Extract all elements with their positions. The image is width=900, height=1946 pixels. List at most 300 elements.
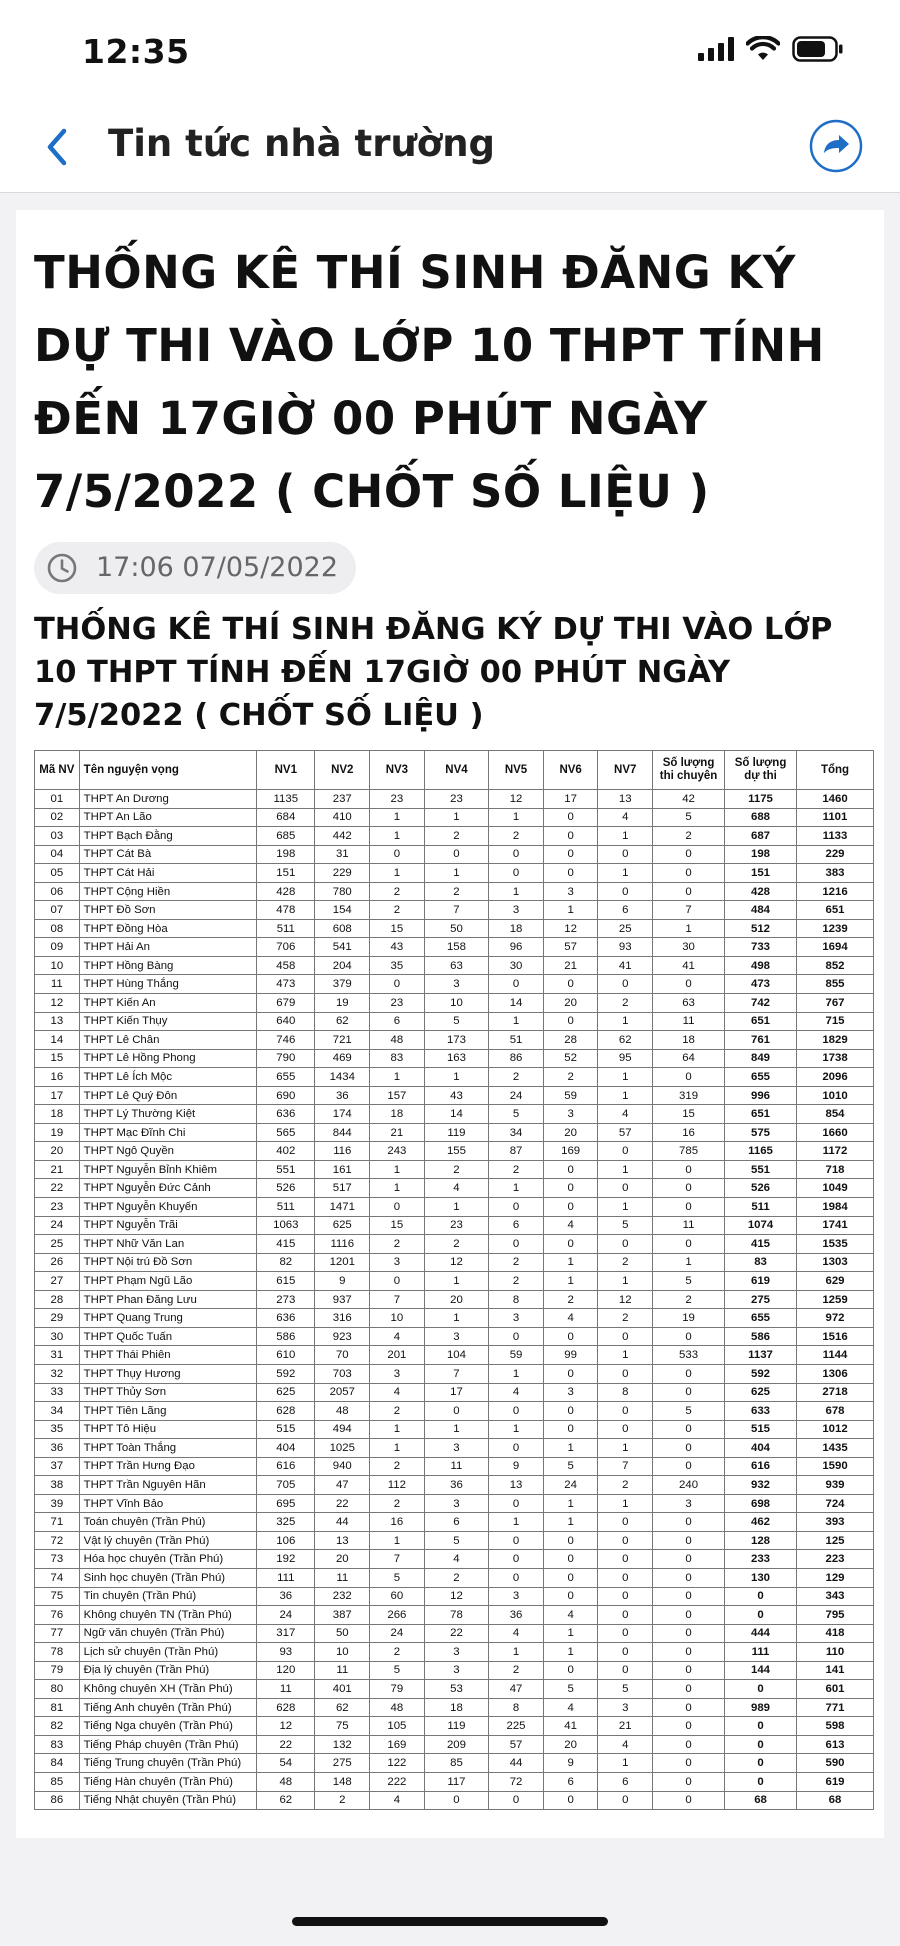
- cell-nv4: 1: [424, 1420, 489, 1439]
- cell-code: 26: [35, 1253, 80, 1272]
- cell-code: 22: [35, 1179, 80, 1198]
- cell-specialized-count: 0: [653, 1383, 725, 1402]
- cell-nv1: 551: [257, 1160, 315, 1179]
- cell-specialized-count: 0: [653, 1327, 725, 1346]
- cell-nv4: 17: [424, 1383, 489, 1402]
- cell-nv3: 60: [370, 1587, 425, 1606]
- cell-nv1: 120: [257, 1661, 315, 1680]
- cell-candidate-count: 989: [725, 1698, 797, 1717]
- table-row: [35, 1327, 874, 1346]
- cell-nv6: 0: [543, 1179, 598, 1198]
- cell-candidate-count: 849: [725, 1049, 797, 1068]
- cell-nv6: 2: [543, 1290, 598, 1309]
- cell-code: 73: [35, 1550, 80, 1569]
- cell-name: THPT Vĩnh Bảo: [79, 1494, 256, 1513]
- cell-nv3: 3: [370, 1253, 425, 1272]
- cell-nv5: 2: [489, 827, 544, 846]
- cell-total: 1306: [797, 1364, 874, 1383]
- cell-nv1: 684: [257, 808, 315, 827]
- cell-nv4: 50: [424, 919, 489, 938]
- cell-nv2: 161: [315, 1160, 370, 1179]
- cell-name: Toán chuyên (Trần Phú): [79, 1513, 256, 1532]
- cell-specialized-count: 785: [653, 1142, 725, 1161]
- cell-candidate-count: 742: [725, 994, 797, 1013]
- cell-total: 1984: [797, 1198, 874, 1217]
- cell-nv5: 34: [489, 1123, 544, 1142]
- cell-nv2: 204: [315, 956, 370, 975]
- cell-nv5: 51: [489, 1031, 544, 1050]
- cell-nv7: 13: [598, 790, 653, 809]
- cell-nv2: 387: [315, 1606, 370, 1625]
- cell-specialized-count: 0: [653, 1587, 725, 1606]
- table-row: [35, 1216, 874, 1235]
- cell-code: 81: [35, 1698, 80, 1717]
- cell-nv1: 565: [257, 1123, 315, 1142]
- cell-name: THPT Thụy Hương: [79, 1364, 256, 1383]
- cell-nv3: 201: [370, 1346, 425, 1365]
- cell-nv1: 428: [257, 882, 315, 901]
- cell-nv1: 690: [257, 1086, 315, 1105]
- table-row: [35, 1494, 874, 1513]
- cell-nv2: 517: [315, 1179, 370, 1198]
- cell-specialized-count: 0: [653, 1550, 725, 1569]
- cell-nv3: 48: [370, 1698, 425, 1717]
- cell-candidate-count: 655: [725, 1068, 797, 1087]
- cell-nv7: 93: [598, 938, 653, 957]
- cell-nv2: 2057: [315, 1383, 370, 1402]
- cell-nv6: 6: [543, 1772, 598, 1791]
- cell-nv5: 18: [489, 919, 544, 938]
- cell-nv5: 1: [489, 1364, 544, 1383]
- cell-nv3: 10: [370, 1309, 425, 1328]
- cell-nv7: 0: [598, 1402, 653, 1421]
- cell-name: THPT Cát Bà: [79, 845, 256, 864]
- cell-nv5: 0: [489, 1198, 544, 1217]
- cell-nv5: 2: [489, 1160, 544, 1179]
- column-header: Số lượng thi chuyên: [653, 751, 725, 790]
- table-row: [35, 1772, 874, 1791]
- column-header: NV3: [370, 751, 425, 790]
- cell-candidate-count: 688: [725, 808, 797, 827]
- column-header: NV2: [315, 751, 370, 790]
- cell-code: 03: [35, 827, 80, 846]
- cell-total: 1012: [797, 1420, 874, 1439]
- cell-name: THPT Trần Nguyên Hãn: [79, 1476, 256, 1495]
- cell-total: 141: [797, 1661, 874, 1680]
- cell-nv3: 1: [370, 1420, 425, 1439]
- cell-nv2: 1025: [315, 1439, 370, 1458]
- cell-candidate-count: 83: [725, 1253, 797, 1272]
- cell-nv7: 4: [598, 808, 653, 827]
- cell-nv6: 20: [543, 994, 598, 1013]
- cell-code: 19: [35, 1123, 80, 1142]
- cell-nv7: 62: [598, 1031, 653, 1050]
- cell-nv5: 3: [489, 1309, 544, 1328]
- table-row: [35, 1272, 874, 1291]
- cell-nv2: 31: [315, 845, 370, 864]
- cell-candidate-count: 616: [725, 1457, 797, 1476]
- cell-nv6: 0: [543, 1568, 598, 1587]
- cell-specialized-count: 15: [653, 1105, 725, 1124]
- cell-specialized-count: 0: [653, 975, 725, 994]
- cell-nv1: 636: [257, 1309, 315, 1328]
- cell-nv4: 43: [424, 1086, 489, 1105]
- cell-nv1: 404: [257, 1439, 315, 1458]
- cell-total: 1239: [797, 919, 874, 938]
- cell-code: 01: [35, 790, 80, 809]
- cell-specialized-count: 2: [653, 827, 725, 846]
- cell-nv4: 78: [424, 1606, 489, 1625]
- cell-nv4: 7: [424, 901, 489, 920]
- cell-nv7: 1: [598, 1160, 653, 1179]
- cell-nv1: 415: [257, 1235, 315, 1254]
- cell-nv4: 163: [424, 1049, 489, 1068]
- cell-name: THPT Hồng Bàng: [79, 956, 256, 975]
- table-row: [35, 1568, 874, 1587]
- cell-nv2: 10: [315, 1643, 370, 1662]
- cell-nv6: 1: [543, 1253, 598, 1272]
- cell-specialized-count: 0: [653, 1235, 725, 1254]
- cell-nv3: 3: [370, 1364, 425, 1383]
- table-row: [35, 1680, 874, 1699]
- cell-nv5: 0: [489, 1791, 544, 1810]
- cell-nv6: 169: [543, 1142, 598, 1161]
- cell-nv5: 13: [489, 1476, 544, 1495]
- cell-nv2: 48: [315, 1402, 370, 1421]
- table-row: [35, 845, 874, 864]
- cell-name: THPT An Dương: [79, 790, 256, 809]
- cell-nv3: 16: [370, 1513, 425, 1532]
- cell-nv3: 0: [370, 1198, 425, 1217]
- cell-code: 36: [35, 1439, 80, 1458]
- cell-specialized-count: 11: [653, 1012, 725, 1031]
- cell-candidate-count: 761: [725, 1031, 797, 1050]
- cell-name: THPT Hải An: [79, 938, 256, 957]
- statistics-table-image: [34, 750, 874, 1810]
- cell-total: 619: [797, 1772, 874, 1791]
- cell-nv3: 1: [370, 1439, 425, 1458]
- cell-specialized-count: 0: [653, 1680, 725, 1699]
- cell-total: 767: [797, 994, 874, 1013]
- article-subtitle: THỐNG KÊ THÍ SINH ĐĂNG KÝ DỰ THI VÀO LỚP 10 THPT TÍNH ĐẾN 17GIỜ 00 PHÚT NGÀY 7/5/2022 ( CHỐT SỐ LIỆU ): [34, 612, 833, 733]
- cell-nv7: 0: [598, 1606, 653, 1625]
- cell-specialized-count: 7: [653, 901, 725, 920]
- cell-candidate-count: 655: [725, 1309, 797, 1328]
- cell-specialized-count: 0: [653, 1457, 725, 1476]
- cell-nv7: 0: [598, 1364, 653, 1383]
- cell-name: THPT Đồng Hòa: [79, 919, 256, 938]
- cell-nv1: 473: [257, 975, 315, 994]
- cell-nv7: 6: [598, 901, 653, 920]
- cell-name: Tiếng Trung chuyên (Trần Phú): [79, 1754, 256, 1773]
- cell-nv7: 21: [598, 1717, 653, 1736]
- cell-nv3: 1: [370, 1160, 425, 1179]
- cell-nv1: 526: [257, 1179, 315, 1198]
- cell-candidate-count: 415: [725, 1235, 797, 1254]
- cell-nv3: 105: [370, 1717, 425, 1736]
- cell-candidate-count: 198: [725, 845, 797, 864]
- cell-total: 1216: [797, 882, 874, 901]
- cell-total: 724: [797, 1494, 874, 1513]
- table-row: [35, 1513, 874, 1532]
- cell-nv3: 21: [370, 1123, 425, 1142]
- cell-nv6: 2: [543, 1068, 598, 1087]
- cell-code: 05: [35, 864, 80, 883]
- cell-nv1: 640: [257, 1012, 315, 1031]
- cell-nv3: 243: [370, 1142, 425, 1161]
- cell-nv7: 41: [598, 956, 653, 975]
- cell-specialized-count: 0: [653, 1754, 725, 1773]
- cell-name: THPT Lý Thường Kiệt: [79, 1105, 256, 1124]
- cell-nv5: 1: [489, 808, 544, 827]
- cell-nv7: 0: [598, 1420, 653, 1439]
- cell-nv1: 628: [257, 1698, 315, 1717]
- cell-code: 25: [35, 1235, 80, 1254]
- share-button[interactable]: [808, 118, 864, 174]
- column-header: Tên nguyện vọng: [79, 751, 256, 790]
- cell-total: 1144: [797, 1346, 874, 1365]
- cell-nv2: 1116: [315, 1235, 370, 1254]
- cell-specialized-count: 1: [653, 1253, 725, 1272]
- cell-nv6: 3: [543, 1383, 598, 1402]
- cell-nv2: 541: [315, 938, 370, 957]
- cell-nv3: 0: [370, 975, 425, 994]
- table-row: [35, 1012, 874, 1031]
- table-row: [35, 1049, 874, 1068]
- cell-nv2: 62: [315, 1012, 370, 1031]
- cell-candidate-count: 111: [725, 1643, 797, 1662]
- cell-code: 29: [35, 1309, 80, 1328]
- cell-code: 82: [35, 1717, 80, 1736]
- cell-nv7: 0: [598, 845, 653, 864]
- table-row: [35, 956, 874, 975]
- cell-candidate-count: 932: [725, 1476, 797, 1495]
- column-header: Mã NV: [35, 751, 80, 790]
- cell-nv7: 5: [598, 1216, 653, 1235]
- cell-nv6: 3: [543, 1105, 598, 1124]
- cell-nv6: 0: [543, 1402, 598, 1421]
- cell-nv2: 625: [315, 1216, 370, 1235]
- cell-candidate-count: 512: [725, 919, 797, 938]
- cell-nv2: 442: [315, 827, 370, 846]
- cell-code: 83: [35, 1735, 80, 1754]
- article-title: THỐNG KÊ THÍ SINH ĐĂNG KÝ DỰ THI VÀO LỚP 10 THPT TÍNH ĐẾN 17GIỜ 00 PHÚT NGÀY 7/5/2022 ( CHỐT SỐ LIỆU ): [34, 246, 825, 518]
- cell-nv1: 192: [257, 1550, 315, 1569]
- cell-total: 854: [797, 1105, 874, 1124]
- cell-total: 1303: [797, 1253, 874, 1272]
- cell-nv7: 95: [598, 1049, 653, 1068]
- table-row: [35, 1253, 874, 1272]
- cell-nv6: 24: [543, 1476, 598, 1495]
- cell-specialized-count: 0: [653, 1179, 725, 1198]
- cell-specialized-count: 30: [653, 938, 725, 957]
- cell-code: 80: [35, 1680, 80, 1699]
- cell-nv4: 12: [424, 1587, 489, 1606]
- cell-nv3: 2: [370, 1643, 425, 1662]
- cell-code: 02: [35, 808, 80, 827]
- cell-nv6: 20: [543, 1123, 598, 1142]
- cell-candidate-count: 0: [725, 1772, 797, 1791]
- cell-candidate-count: 1175: [725, 790, 797, 809]
- cell-nv2: 174: [315, 1105, 370, 1124]
- cell-nv5: 72: [489, 1772, 544, 1791]
- cell-nv6: 1: [543, 1494, 598, 1513]
- cell-name: Ngữ văn chuyên (Trần Phú): [79, 1624, 256, 1643]
- cell-nv5: 2: [489, 1661, 544, 1680]
- cell-nv4: 1: [424, 1198, 489, 1217]
- cell-candidate-count: 651: [725, 1012, 797, 1031]
- cell-nv1: 24: [257, 1606, 315, 1625]
- cell-code: 17: [35, 1086, 80, 1105]
- cell-code: 38: [35, 1476, 80, 1495]
- cell-total: 418: [797, 1624, 874, 1643]
- cell-candidate-count: 1137: [725, 1346, 797, 1365]
- cell-nv7: 4: [598, 1735, 653, 1754]
- cell-candidate-count: 515: [725, 1420, 797, 1439]
- cell-nv7: 2: [598, 1476, 653, 1495]
- cell-nv7: 1: [598, 1346, 653, 1365]
- cell-nv2: 494: [315, 1420, 370, 1439]
- cell-nv4: 18: [424, 1698, 489, 1717]
- cell-nv2: 154: [315, 901, 370, 920]
- cell-total: 68: [797, 1791, 874, 1810]
- cell-nv2: 410: [315, 808, 370, 827]
- cell-nv6: 9: [543, 1754, 598, 1773]
- cell-nv3: 2: [370, 901, 425, 920]
- cell-code: 09: [35, 938, 80, 957]
- cell-nv6: 41: [543, 1717, 598, 1736]
- cell-candidate-count: 651: [725, 1105, 797, 1124]
- cell-nv3: 0: [370, 1272, 425, 1291]
- cell-specialized-count: 64: [653, 1049, 725, 1068]
- registration-table: [34, 750, 874, 1810]
- cell-candidate-count: 498: [725, 956, 797, 975]
- cell-nv7: 12: [598, 1290, 653, 1309]
- status-time: 12:35: [82, 32, 190, 71]
- cell-name: THPT Nội trú Đồ Sơn: [79, 1253, 256, 1272]
- cell-specialized-count: 41: [653, 956, 725, 975]
- back-button[interactable]: [38, 122, 78, 172]
- cell-nv4: 63: [424, 956, 489, 975]
- cell-code: 15: [35, 1049, 80, 1068]
- cell-candidate-count: 473: [725, 975, 797, 994]
- cell-nv2: 13: [315, 1531, 370, 1550]
- column-header: NV1: [257, 751, 315, 790]
- cell-nv4: 3: [424, 1494, 489, 1513]
- home-indicator[interactable]: [292, 1917, 608, 1926]
- cell-nv1: 93: [257, 1643, 315, 1662]
- column-header: NV4: [424, 751, 489, 790]
- cell-nv2: 275: [315, 1754, 370, 1773]
- cell-nv1: 62: [257, 1791, 315, 1810]
- cell-candidate-count: 444: [725, 1624, 797, 1643]
- cell-nv6: 0: [543, 1791, 598, 1810]
- cell-total: 678: [797, 1402, 874, 1421]
- cell-nv4: 119: [424, 1717, 489, 1736]
- cell-specialized-count: 19: [653, 1309, 725, 1328]
- cell-nv3: 24: [370, 1624, 425, 1643]
- cell-code: 37: [35, 1457, 80, 1476]
- cell-nv1: 111: [257, 1568, 315, 1587]
- table-row: [35, 1346, 874, 1365]
- cell-nv1: 592: [257, 1364, 315, 1383]
- cell-specialized-count: 0: [653, 1735, 725, 1754]
- cell-nv1: 458: [257, 956, 315, 975]
- cell-candidate-count: 551: [725, 1160, 797, 1179]
- cell-total: 129: [797, 1568, 874, 1587]
- cell-nv7: 3: [598, 1698, 653, 1717]
- cell-nv7: 7: [598, 1457, 653, 1476]
- cell-specialized-count: 533: [653, 1346, 725, 1365]
- cell-name: THPT An Lão: [79, 808, 256, 827]
- cell-candidate-count: 575: [725, 1123, 797, 1142]
- table-row: [35, 864, 874, 883]
- cell-candidate-count: 0: [725, 1735, 797, 1754]
- cell-name: THPT Quốc Tuấn: [79, 1327, 256, 1346]
- cell-nv3: 2: [370, 1494, 425, 1513]
- cell-nv5: 30: [489, 956, 544, 975]
- cell-nv7: 0: [598, 1568, 653, 1587]
- table-row: [35, 1698, 874, 1717]
- cell-total: 1590: [797, 1457, 874, 1476]
- cell-nv3: 5: [370, 1568, 425, 1587]
- cell-nv5: 4: [489, 1383, 544, 1402]
- cell-nv5: 57: [489, 1735, 544, 1754]
- cell-nv5: 8: [489, 1698, 544, 1717]
- cell-code: 20: [35, 1142, 80, 1161]
- cell-code: 21: [35, 1160, 80, 1179]
- cell-nv1: 1063: [257, 1216, 315, 1235]
- cell-code: 75: [35, 1587, 80, 1606]
- cell-candidate-count: 233: [725, 1550, 797, 1569]
- cell-nv6: 0: [543, 1012, 598, 1031]
- cell-nv4: 2: [424, 827, 489, 846]
- cell-code: 10: [35, 956, 80, 975]
- cell-name: THPT Tô Hiệu: [79, 1420, 256, 1439]
- cell-nv4: 1: [424, 1272, 489, 1291]
- cell-specialized-count: 0: [653, 845, 725, 864]
- cell-specialized-count: 0: [653, 1717, 725, 1736]
- cell-nv6: 0: [543, 845, 598, 864]
- cell-name: Tiếng Anh chuyên (Trần Phú): [79, 1698, 256, 1717]
- cell-nv5: 0: [489, 1235, 544, 1254]
- cell-name: THPT Nguyễn Đức Cảnh: [79, 1179, 256, 1198]
- cell-code: 11: [35, 975, 80, 994]
- cell-candidate-count: 996: [725, 1086, 797, 1105]
- cell-total: 1829: [797, 1031, 874, 1050]
- cell-nv2: 11: [315, 1568, 370, 1587]
- cell-total: 1133: [797, 827, 874, 846]
- chevron-left-icon: [38, 122, 78, 172]
- cell-code: 13: [35, 1012, 80, 1031]
- cell-nv4: 3: [424, 1661, 489, 1680]
- cell-nv6: 4: [543, 1309, 598, 1328]
- cell-nv6: 4: [543, 1216, 598, 1235]
- cell-name: THPT Bạch Đằng: [79, 827, 256, 846]
- cell-nv5: 47: [489, 1680, 544, 1699]
- cell-nv5: 0: [489, 1439, 544, 1458]
- cell-nv2: 9: [315, 1272, 370, 1291]
- cell-specialized-count: 0: [653, 1772, 725, 1791]
- cell-nv6: 0: [543, 1327, 598, 1346]
- cell-specialized-count: 3: [653, 1494, 725, 1513]
- cell-code: 08: [35, 919, 80, 938]
- cell-name: Không chuyên XH (Trần Phú): [79, 1680, 256, 1699]
- cell-nv1: 746: [257, 1031, 315, 1050]
- cell-nv4: 173: [424, 1031, 489, 1050]
- cell-candidate-count: 1074: [725, 1216, 797, 1235]
- cell-candidate-count: 698: [725, 1494, 797, 1513]
